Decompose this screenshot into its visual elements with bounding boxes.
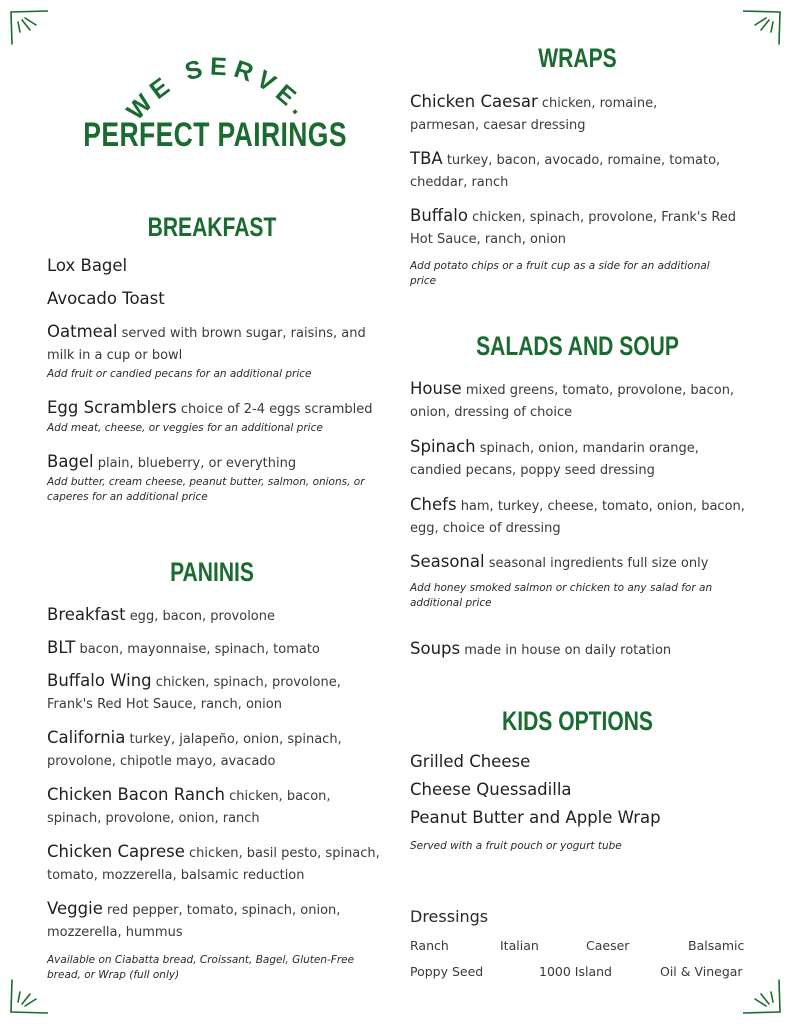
dressing-item: Italian xyxy=(500,938,539,953)
dressing-item: Ranch xyxy=(410,938,449,953)
menu-item: Grilled Cheese xyxy=(410,752,531,771)
item-desc: chicken, spinach, provolone, Frank's Red Hot Sauce, ranch, onion xyxy=(410,210,737,247)
sunburst-corner-icon xyxy=(8,8,48,48)
item-note: Add fruit or candied pecans for an additional price xyxy=(47,368,312,380)
item-name: Egg Scramblers xyxy=(47,398,177,417)
item-name: Chicken Caprese xyxy=(47,842,185,861)
dressings-heading: Dressings xyxy=(410,907,489,926)
item-note: Add honey smoked salmon or chicken to any salad for an additional price xyxy=(410,582,713,609)
item-desc: choice of 2-4 eggs scrambled xyxy=(180,402,373,417)
item-name: Oatmeal xyxy=(47,322,118,341)
menu-item xyxy=(410,378,740,424)
sunburst-corner-icon xyxy=(743,976,783,1016)
item-note: Served with a fruit pouch or yogurt tube xyxy=(410,840,622,852)
menu-item: Peanut Butter and Apple Wrap xyxy=(410,808,661,827)
page-title: PERFECT PAIRINGS xyxy=(83,116,347,154)
section-heading-paninis: PANINIS xyxy=(170,557,254,587)
menu-item xyxy=(47,397,387,421)
menu-item xyxy=(410,494,745,540)
dressing-item: Oil & Vinegar xyxy=(660,964,743,979)
item-note: Add butter, cream cheese, peanut butter, salmon, onions, or caperes for an additional price xyxy=(47,476,365,503)
item-name: Bagel xyxy=(47,452,94,471)
item-desc: egg, bacon, provolone xyxy=(129,609,275,624)
section-heading-kids: KIDS OPTIONS xyxy=(502,706,653,736)
menu-item xyxy=(47,604,382,628)
item-desc: spinach, onion, mandarin orange, candied pecans, poppy seed dressing xyxy=(410,441,699,478)
item-name: Chicken Caesar xyxy=(410,92,538,111)
item-name: Seasonal xyxy=(410,552,485,571)
menu-item: Cheese Quessadilla xyxy=(410,780,572,799)
menu-item xyxy=(47,841,382,887)
sunburst-corner-icon xyxy=(743,8,783,48)
header-arc-text xyxy=(90,30,340,130)
menu-item xyxy=(47,321,377,367)
item-desc: chicken, romaine, parmesan, caesar dressing xyxy=(410,96,658,133)
section-heading-salads: SALADS AND SOUP xyxy=(476,331,679,361)
menu-item xyxy=(47,727,347,773)
menu-item: Avocado Toast xyxy=(47,289,165,308)
menu-item xyxy=(410,91,730,137)
dressing-item: Caeser xyxy=(586,938,630,953)
item-note: Available on Ciabatta bread, Croissant, Bagel, Gluten-Free bread, or Wrap (full only) xyxy=(47,954,355,981)
menu-item xyxy=(47,637,382,661)
item-name: California xyxy=(47,728,126,747)
item-name: Buffalo xyxy=(410,206,468,225)
menu-item xyxy=(47,784,382,830)
item-desc: turkey, bacon, avocado, romaine, tomato, cheddar, ranch xyxy=(410,153,721,190)
item-name: Breakfast xyxy=(47,605,126,624)
section-heading-breakfast: BREAKFAST xyxy=(147,212,277,242)
item-desc: chicken, basil pesto, spinach, tomato, mozzerella, balsamic reduction xyxy=(47,846,380,883)
item-name: TBA xyxy=(410,149,443,168)
item-note: Add potato chips or a fruit cup as a side for an additional price xyxy=(410,260,710,287)
item-name: Chefs xyxy=(410,495,457,514)
sunburst-corner-icon xyxy=(8,976,48,1016)
section-heading-wraps: WRAPS xyxy=(538,43,617,73)
item-desc: ham, turkey, cheese, tomato, onion, bacon, egg, choice of dressing xyxy=(410,499,745,536)
menu-item xyxy=(410,148,730,194)
item-name: Buffalo Wing xyxy=(47,671,152,690)
item-desc: turkey, jalapeño, onion, spinach, provolone, chipotle mayo, avacado xyxy=(47,732,342,769)
item-name: Soups xyxy=(410,639,461,658)
menu-item xyxy=(410,205,745,251)
item-name: BLT xyxy=(47,638,76,657)
dressing-item: 1000 Island xyxy=(539,964,612,979)
item-name: Veggie xyxy=(47,899,103,918)
dressing-item: Balsamic xyxy=(688,938,745,953)
svg-text:WE SERVE. xyxy=(121,53,316,126)
item-desc: chicken, bacon, spinach, provolone, onion, ranch xyxy=(47,789,331,826)
menu-item xyxy=(410,436,745,482)
arc-text: WE SERVE. xyxy=(121,52,316,126)
item-desc: served with brown sugar, raisins, and milk in a cup or bowl xyxy=(47,326,366,363)
menu-item: Lox Bagel xyxy=(47,256,128,275)
item-name: Chicken Bacon Ranch xyxy=(47,785,225,804)
menu-item xyxy=(410,551,745,575)
item-name: Spinach xyxy=(410,437,476,456)
menu-item xyxy=(47,898,347,944)
item-desc: plain, blueberry, or everything xyxy=(97,456,297,471)
menu-item xyxy=(47,451,387,475)
item-desc: chicken, spinach, provolone, Frank's Red Hot Sauce, ranch, onion xyxy=(47,675,341,712)
item-desc: seasonal ingredients full size only xyxy=(488,556,709,571)
item-desc: made in house on daily rotation xyxy=(464,643,672,658)
item-note: Add meat, cheese, or veggies for an additional price xyxy=(47,422,323,434)
menu-item xyxy=(410,638,745,662)
item-desc: red pepper, tomato, spinach, onion, mozzerella, hummus xyxy=(47,903,341,940)
dressing-item: Poppy Seed xyxy=(410,964,484,979)
item-desc: mixed greens, tomato, provolone, bacon, onion, dressing of choice xyxy=(410,383,735,420)
item-name: House xyxy=(410,379,462,398)
menu-item xyxy=(47,670,347,716)
item-desc: bacon, mayonnaise, spinach, tomato xyxy=(79,642,320,657)
